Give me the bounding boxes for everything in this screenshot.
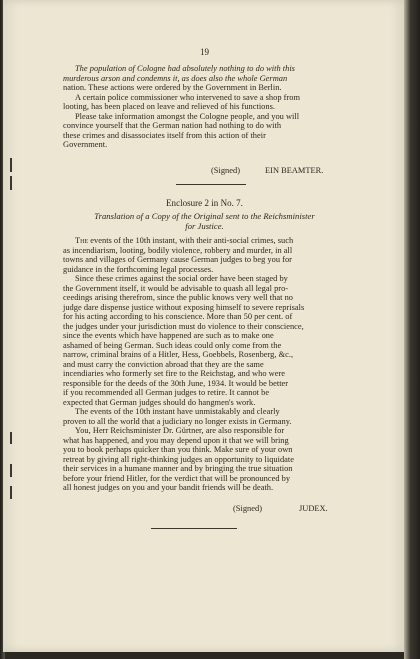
line: nation. These actions were ordered by the Government in Berlin. xyxy=(63,83,282,92)
body-paragraph-2 xyxy=(63,274,346,407)
line: ceedings arising therefrom, since the public knows very well that no xyxy=(63,293,293,302)
line: these crimes and disassociates itself from this action of their xyxy=(63,130,266,140)
line: responsible for the deeds of the 30th June, 1934. It would be better xyxy=(63,378,289,388)
line: their services in a humane manner and by bringing the true situation xyxy=(63,464,293,473)
margin-mark xyxy=(10,176,12,190)
body-paragraph-1 xyxy=(63,236,346,274)
line: and must carry the conviction abroad that they are the same xyxy=(63,359,264,369)
line: events of the 10th instant, with their anti-social crimes, such xyxy=(88,236,294,245)
line: Government. xyxy=(63,140,108,149)
line: guidance in the forthcoming legal processes. xyxy=(63,264,214,274)
line: Since these crimes against the social order have been staged by xyxy=(75,274,288,283)
line: murderous arson and condemns it, as does also the whole German xyxy=(63,73,288,83)
line: judge dare dispense justice without exposing himself to severe reprisals xyxy=(63,302,305,312)
translation-heading xyxy=(63,211,346,231)
body-paragraph-3 xyxy=(63,407,346,426)
paragraph-2 xyxy=(63,93,346,112)
signed-label: (Signed) xyxy=(211,166,241,175)
heading-line: for Justice. xyxy=(185,221,224,231)
line: as incendiarism, looting, bodily violence, robbery and murder, in all xyxy=(63,245,293,255)
line: if you recommended all German judges to retire. It cannot be xyxy=(63,388,270,397)
line: convince yourself that the German nation had nothing to do with xyxy=(63,121,282,130)
page-edge xyxy=(404,0,420,659)
line: Please take information amongst the Cologne people, and you will xyxy=(75,111,300,121)
body-paragraph-4 xyxy=(63,426,346,493)
margin-mark xyxy=(10,464,12,477)
line: what has happened, and you may depend upon it that we will bring xyxy=(63,435,289,445)
line: incendiaries who formerly set fire to the Reichstag, and who were xyxy=(63,369,285,378)
line: all honest judges on you and your bandit friends will be death. xyxy=(63,483,274,492)
line: retreat by giving all right-thinking judges an opportunity to liquidate xyxy=(63,454,294,464)
line: The population of Cologne had absolutely nothing to do with this xyxy=(75,64,295,73)
line: before your friend Hitler, for the verdict that will be pronounced by xyxy=(63,473,291,483)
signer-name: JUDEX. xyxy=(299,504,328,513)
margin-mark xyxy=(10,486,12,499)
margin-mark xyxy=(10,158,12,172)
line: the judges under your jurisdiction must do violence to their conscience, xyxy=(63,321,304,331)
line: expected that German judges should do hangmen's work. xyxy=(63,397,256,407)
line: the Government itself, it would be advisable to quash all legal pro- xyxy=(63,283,289,293)
line: towns and villages of Germany cause German judges to beg you for xyxy=(63,255,292,264)
letter-text xyxy=(63,64,346,150)
line: since the events which have happened are such as to make one xyxy=(63,331,274,340)
divider-rule xyxy=(176,184,246,185)
line: narrow, criminal brains of a Hitler, Hess, Goebbels, Rosenberg, &c., xyxy=(63,350,294,359)
lead-word: The xyxy=(75,236,89,245)
line: you to book perhaps quicker than you think. Make sure of your own xyxy=(63,445,293,454)
paragraph-3 xyxy=(63,112,346,150)
line: ashamed of being German. Such ideas could only come from the xyxy=(63,340,282,350)
line: A certain police commissioner who intervened to save a shop from xyxy=(75,92,301,102)
line: The events of the 10th instant have unmistakably and clearly xyxy=(75,407,280,416)
line: for his acting according to his conscience. More than 50 per cent. of xyxy=(63,312,293,321)
signed-label: (Signed) xyxy=(233,504,263,513)
enclosure-heading: Enclosure 2 in No. 7. xyxy=(166,198,243,208)
divider-rule xyxy=(151,528,237,529)
line: proven to all the world that a judiciary no longer exists in Germany. xyxy=(63,416,292,426)
letter-body xyxy=(63,236,346,493)
line: looting, has been placed on leave and relieved of his functions. xyxy=(63,102,275,111)
paragraph-1 xyxy=(63,64,346,93)
signer-name: EIN BEAMTER. xyxy=(265,166,324,175)
line: You, Herr Reichsminister Dr. Gürtner, are also responsible for xyxy=(75,426,285,435)
page-number: 19 xyxy=(199,47,210,57)
heading-line: Translation of a Copy of the Original sent to the Reichsminister xyxy=(94,211,315,221)
margin-mark xyxy=(10,432,12,444)
